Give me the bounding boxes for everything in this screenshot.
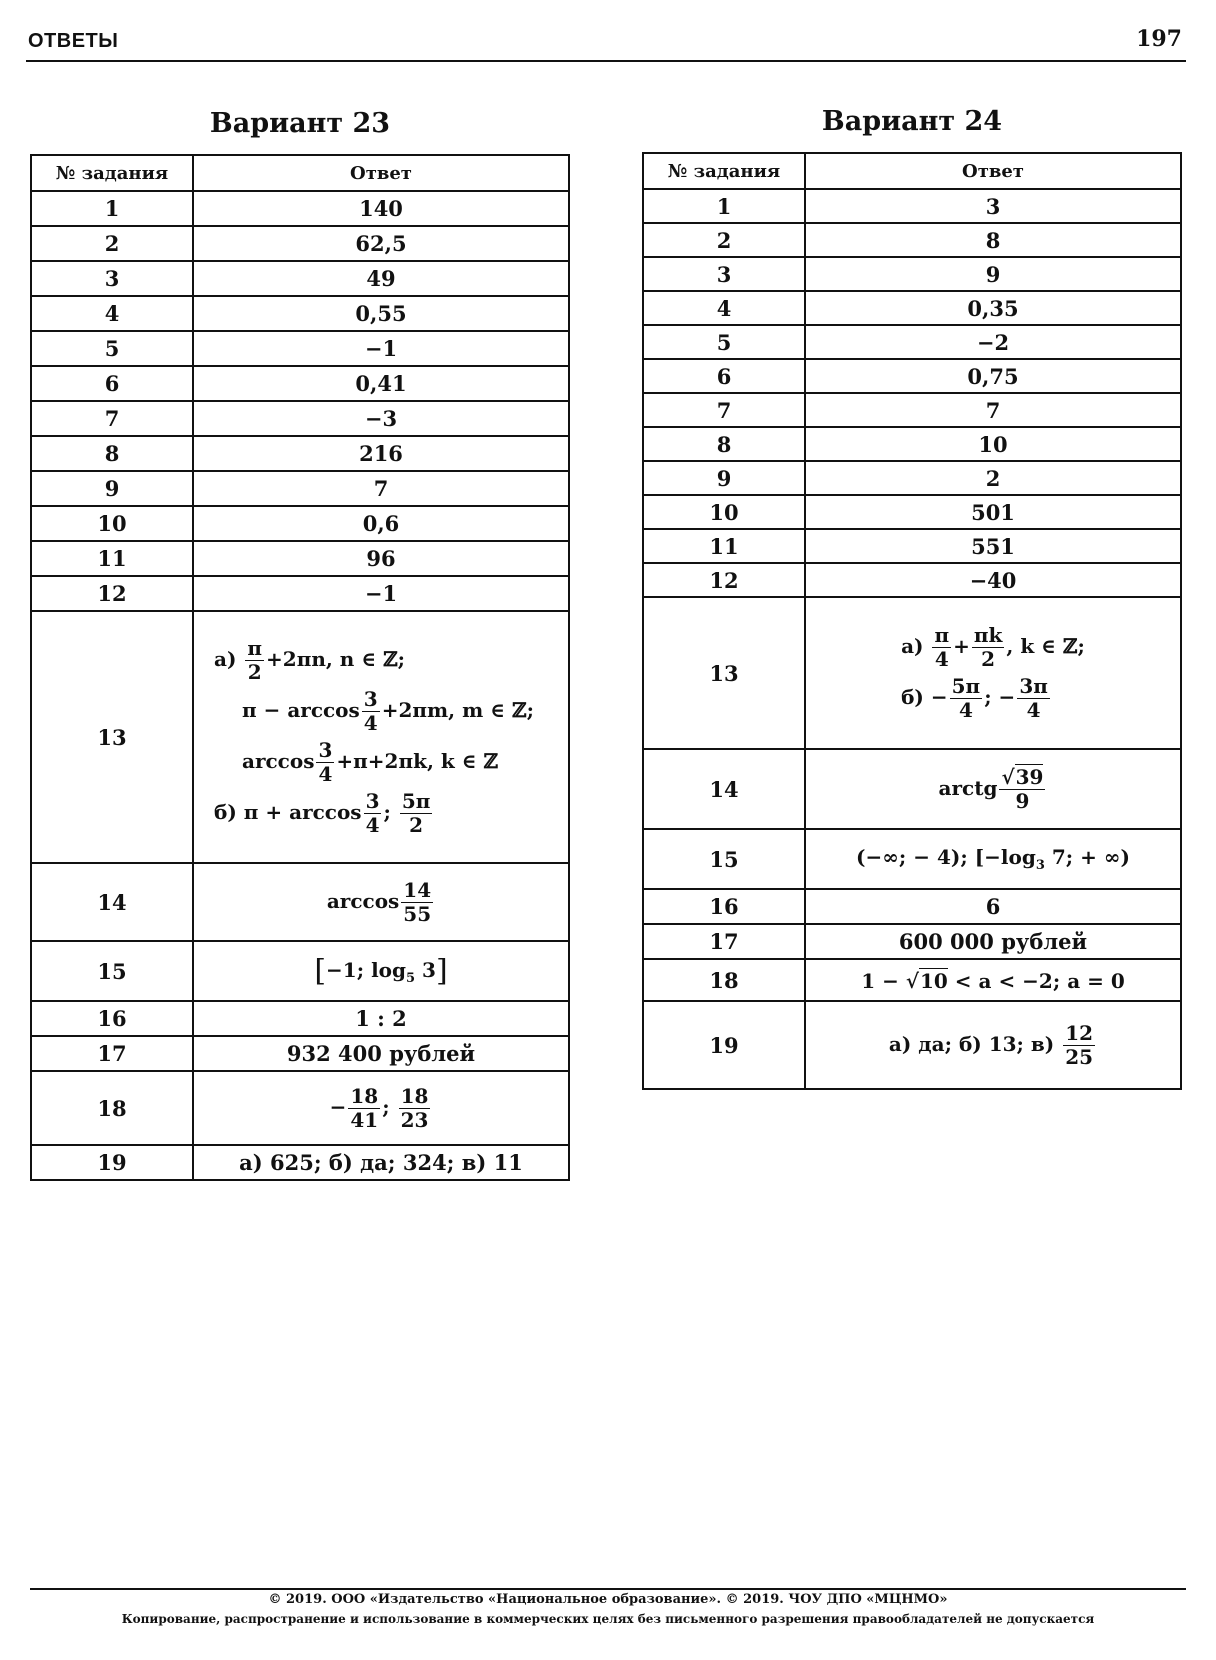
answer-line: π − arccos $\frac{3}{4}$ +2πm, m ∈ ℤ;	[242, 687, 534, 735]
answer-cell: −3	[193, 401, 569, 436]
answer-cell: −40	[805, 563, 1181, 597]
task-number: 13	[31, 611, 193, 863]
task-number: 3	[31, 261, 193, 296]
table-row	[643, 393, 1181, 427]
task-number: 10	[643, 495, 805, 529]
answer-cell: 216	[193, 436, 569, 471]
table-row	[643, 889, 1181, 924]
task-number: 18	[31, 1071, 193, 1145]
fraction: $\frac{\pi}{4}$	[934, 623, 950, 671]
answer-cell: 96	[193, 541, 569, 576]
answer-cell: 0,41	[193, 366, 569, 401]
answer-cell: 10	[805, 427, 1181, 461]
footer-notice: Копирование, распространение и использование в коммерческих целях без письменного разрешения правообладателей не допускается	[121, 1612, 1095, 1626]
answer-cell: 7	[193, 471, 569, 506]
column-header-answer: Ответ	[193, 155, 569, 191]
answer-cell: 0,75	[805, 359, 1181, 393]
answer-cell: 140	[193, 191, 569, 226]
fraction: $\frac{18}{23}$	[400, 1083, 429, 1132]
answer-cell: 7	[805, 393, 1181, 427]
table-row	[643, 495, 1181, 529]
task-number: 9	[643, 461, 805, 495]
table-row	[643, 359, 1181, 393]
task-number: 8	[31, 436, 193, 471]
fraction: $\frac{3}{4}$	[363, 687, 378, 735]
task-number: 12	[643, 563, 805, 597]
answer-cell: 1 − √10 < a < −2; a = 0	[805, 959, 1181, 1001]
table-row	[31, 191, 569, 226]
answer-line: б) − $\frac{5\pi}{4}$ ; − $\frac{3\pi}{4}$	[901, 674, 1048, 722]
task-number: 15	[643, 829, 805, 889]
variant-23-title: Вариант 23	[209, 108, 391, 139]
answer-line: б) π + arccos $\frac{3}{4}$ ; $\frac{5\pi}{2}$	[214, 789, 431, 837]
table-row	[643, 291, 1181, 325]
task-number: 14	[31, 863, 193, 941]
task-number: 6	[31, 366, 193, 401]
fraction: $\frac{\pi}{2}$	[247, 636, 263, 684]
task-number: 1	[643, 189, 805, 223]
table-row	[31, 611, 569, 863]
task-number: 5	[31, 331, 193, 366]
table-row	[31, 1036, 569, 1071]
task-number: 15	[31, 941, 193, 1001]
task-number: 17	[643, 924, 805, 959]
task-number: 12	[31, 576, 193, 611]
task-number: 6	[643, 359, 805, 393]
task-number: 13	[643, 597, 805, 749]
page-number: 197	[1136, 26, 1182, 52]
fraction: $\frac{14}{55}$	[403, 877, 432, 926]
page-header-title: ОТВЕТЫ	[28, 30, 119, 52]
answer-cell: arctg $\frac{√39}{9}$	[805, 749, 1181, 829]
answer-cell: 49	[193, 261, 569, 296]
fraction: $\frac{3\pi}{4}$	[1019, 674, 1048, 722]
table-row	[643, 325, 1181, 359]
answer-cell: а) да; б) 13; в) $\frac{12}{25}$	[805, 1001, 1181, 1089]
table-row	[643, 529, 1181, 563]
answer-cell: 0,6	[193, 506, 569, 541]
answer-cell: [−1; $\log_5 3$]	[193, 941, 569, 1001]
answer-line: а) $\frac{\pi}{4}$ + $\frac{\pi k}{2}$ , k ∈ ℤ;	[901, 623, 1085, 671]
table-row	[31, 1001, 569, 1036]
answer-line: arccos $\frac{3}{4}$ +π+2πk, k ∈ ℤ	[242, 738, 499, 786]
table-row	[31, 261, 569, 296]
table-row	[643, 563, 1181, 597]
answer-cell: 0,55	[193, 296, 569, 331]
answer-cell: (−∞; − 4); [$-\log_3$ 7; + ∞)	[805, 829, 1181, 889]
table-header-row	[643, 153, 1181, 189]
table-row	[31, 863, 569, 941]
table-row	[31, 331, 569, 366]
footer-divider	[30, 1588, 1186, 1590]
answer-cell: 62,5	[193, 226, 569, 261]
table-row	[31, 941, 569, 1001]
table-row	[643, 189, 1181, 223]
task-number: 19	[643, 1001, 805, 1089]
answer-cell: −1	[193, 331, 569, 366]
table-row	[643, 959, 1181, 1001]
answer-cell: arccos $\frac{14}{55}$	[193, 863, 569, 941]
fraction: $\frac{12}{25}$	[1065, 1020, 1094, 1069]
table-row	[643, 597, 1181, 749]
header-divider	[26, 60, 1186, 62]
table-header-row	[31, 155, 569, 191]
fraction: $\frac{18}{41}$	[350, 1083, 379, 1132]
answer-cell: 932 400 рублей	[193, 1036, 569, 1071]
table-row	[31, 366, 569, 401]
task-number: 19	[31, 1145, 193, 1180]
table-row	[31, 541, 569, 576]
task-number: 3	[643, 257, 805, 291]
table-row	[31, 1071, 569, 1145]
task-number: 8	[643, 427, 805, 461]
table-row	[31, 401, 569, 436]
answer-cell: 6	[805, 889, 1181, 924]
task-number: 7	[31, 401, 193, 436]
column-header-num: № задания	[31, 155, 193, 191]
column-header-answer: Ответ	[805, 153, 1181, 189]
answer-cell	[805, 597, 1181, 749]
answer-cell: − $\frac{18}{41}$ ; $\frac{18}{23}$	[193, 1071, 569, 1145]
task-number: 11	[31, 541, 193, 576]
task-number: 9	[31, 471, 193, 506]
task-number: 2	[31, 226, 193, 261]
answer-cell: 2	[805, 461, 1181, 495]
task-number: 18	[643, 959, 805, 1001]
fraction: $\frac{\pi k}{2}$	[973, 623, 1003, 671]
task-number: 10	[31, 506, 193, 541]
task-number: 1	[31, 191, 193, 226]
fraction: $\frac{√39}{9}$	[1001, 764, 1044, 813]
table-row	[31, 471, 569, 506]
answer-cell	[193, 611, 569, 863]
table-row	[31, 506, 569, 541]
fraction: $\frac{5\pi}{2}$	[401, 789, 431, 837]
answer-cell: 3	[805, 189, 1181, 223]
task-number: 14	[643, 749, 805, 829]
task-number: 16	[643, 889, 805, 924]
table-row	[31, 576, 569, 611]
table-row	[31, 296, 569, 331]
task-number: 16	[31, 1001, 193, 1036]
task-number: 17	[31, 1036, 193, 1071]
answer-cell: 9	[805, 257, 1181, 291]
table-row	[643, 461, 1181, 495]
variant-24-title: Вариант 24	[821, 106, 1003, 137]
task-number: 7	[643, 393, 805, 427]
table-row	[643, 427, 1181, 461]
table-row	[31, 226, 569, 261]
table-row	[643, 223, 1181, 257]
answer-cell: −1	[193, 576, 569, 611]
task-number: 4	[31, 296, 193, 331]
table-row	[643, 1001, 1181, 1089]
table-row	[643, 924, 1181, 959]
table-row	[31, 1145, 569, 1180]
answer-cell: а) 625; б) да; 324; в) 11	[193, 1145, 569, 1180]
fraction: $\frac{3}{4}$	[365, 789, 380, 837]
answer-cell: −2	[805, 325, 1181, 359]
fraction: $\frac{3}{4}$	[318, 738, 333, 786]
task-number: 5	[643, 325, 805, 359]
variant-23-table	[30, 154, 570, 1181]
answer-cell: 0,35	[805, 291, 1181, 325]
task-number: 4	[643, 291, 805, 325]
answer-cell: 600 000 рублей	[805, 924, 1181, 959]
table-row	[643, 829, 1181, 889]
column-header-num: № задания	[643, 153, 805, 189]
task-number: 2	[643, 223, 805, 257]
footer-copyright: © 2019. ООО «Издательство «Национальное образование». © 2019. ЧОУ ДПО «МЦНМО»	[268, 1592, 948, 1607]
answer-cell: 501	[805, 495, 1181, 529]
answer-line: а) $\frac{\pi}{2}$ +2πn, n ∈ ℤ;	[214, 636, 406, 684]
variant-24-table	[642, 152, 1182, 1090]
fraction: $\frac{5\pi}{4}$	[951, 674, 981, 722]
answer-cell: 551	[805, 529, 1181, 563]
table-row	[643, 749, 1181, 829]
task-number: 11	[643, 529, 805, 563]
table-row	[643, 257, 1181, 291]
answer-cell: 1 : 2	[193, 1001, 569, 1036]
table-row	[31, 436, 569, 471]
answer-cell: 8	[805, 223, 1181, 257]
